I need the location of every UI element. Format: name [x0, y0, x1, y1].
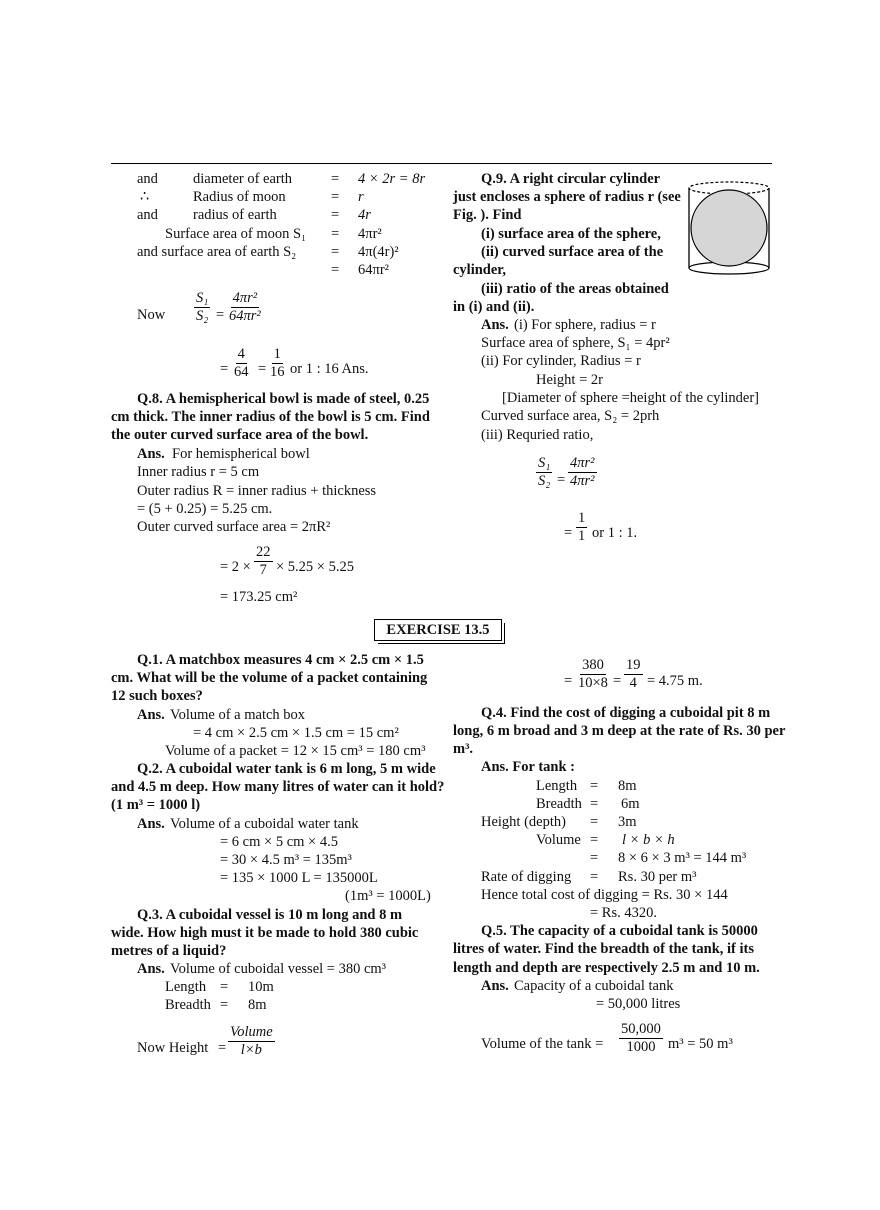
question-text: Q.5. The capacity of a cuboidal tank is 50000	[481, 923, 758, 939]
denominator: 16	[270, 364, 285, 380]
question-text: in (i) and (ii).	[453, 299, 535, 315]
question-text: the outer curved surface area of the bowl.	[111, 427, 369, 443]
denominator: S₂	[196, 308, 209, 324]
text: = Rs. 4320.	[590, 905, 657, 921]
text: [Diameter of sphere =height of the cylinder]	[502, 390, 759, 406]
text: =	[590, 850, 599, 866]
question-text: litres of water. Find the breadth of the tank, if its	[453, 941, 755, 957]
text: and	[137, 171, 158, 187]
question-text: Q.9. A right circular cylinder	[481, 171, 661, 187]
ans-label: Ans.	[137, 816, 165, 832]
text: Radius of moon	[193, 189, 286, 205]
header-rule	[111, 163, 772, 164]
question-text: Fig. ). Find	[453, 207, 522, 223]
question-text: wide. How high must it be made to hold 380 cubic	[111, 925, 419, 941]
numerator: 4	[237, 346, 245, 362]
text: Surface area of moon S₁	[165, 226, 307, 242]
denominator: 4	[629, 675, 637, 691]
text: =	[220, 361, 229, 377]
text: 6m	[621, 796, 640, 812]
question-text: (ii) curved surface area of the	[481, 244, 664, 260]
denominator: 7	[259, 562, 267, 578]
text: =	[590, 814, 599, 830]
text: 4π(4r)²	[358, 244, 399, 260]
question-text: and 4.5 m deep. How many litres of water can it hold?	[111, 779, 445, 795]
question-text: length and depth are respectively 2.5 m and 10 m.	[453, 960, 760, 976]
question-text: Q.4. Find the cost of digging a cuboidal pit 8 m	[481, 705, 771, 721]
question-text: m³.	[453, 741, 474, 757]
text: Breadth	[536, 796, 582, 812]
ans-label: Ans.	[481, 978, 509, 994]
denominator: l×b	[240, 1042, 262, 1058]
text: (1m³ = 1000L)	[345, 888, 431, 904]
numerator: 4πr²	[570, 455, 595, 471]
numerator: 19	[626, 657, 641, 673]
text: Outer radius R = inner radius + thickness	[137, 483, 377, 499]
text: 4πr²	[358, 226, 382, 242]
text: =	[331, 171, 340, 187]
text: =	[557, 472, 566, 488]
text: Rate of digging	[481, 869, 572, 885]
text: =	[331, 244, 340, 260]
text: = (5 + 0.25) = 5.25 cm.	[137, 501, 273, 517]
text: Volume of cuboidal vessel = 380 cm³	[170, 961, 387, 977]
ans-label: Ans. For tank :	[481, 759, 575, 775]
text: = 50,000 litres	[596, 996, 681, 1012]
question-text: metres of a liquid?	[111, 943, 227, 959]
text: Curved surface area, S₂ = 2prh	[481, 408, 660, 424]
question-text: cm. What will be the volume of a packet containing	[111, 670, 428, 686]
text: =	[564, 673, 573, 689]
text: = 135 × 1000 L = 135000L	[220, 870, 378, 886]
denominator: 10×8	[578, 675, 608, 691]
text: or 1 : 1.	[592, 525, 638, 541]
fraction	[228, 1024, 275, 1059]
text: =	[590, 832, 599, 848]
text: Volume of a cuboidal water tank	[170, 816, 359, 832]
question-text: (i) surface area of the sphere,	[481, 226, 661, 242]
numerator: S₁	[538, 455, 551, 471]
text: diameter of earth	[193, 171, 293, 187]
text: Length	[536, 778, 578, 794]
text: Rs. 30 per m³	[618, 869, 697, 885]
numerator: 4πr²	[232, 290, 258, 306]
exercise-heading: EXERCISE 13.5	[374, 619, 502, 641]
text: r	[358, 189, 364, 205]
text: l × b × h	[622, 832, 675, 848]
text: =	[218, 1040, 227, 1056]
text: =	[220, 997, 229, 1013]
text: Now Height	[137, 1040, 209, 1056]
text: =	[216, 307, 225, 323]
question-text: cylinder,	[453, 262, 507, 278]
question-text: (iii) ratio of the areas obtained	[481, 281, 669, 297]
question-text: Q.2. A cuboidal water tank is 6 m long, 5 m wide	[137, 761, 436, 777]
denominator: 4πr²	[570, 473, 595, 489]
text: Now	[137, 307, 166, 323]
text: and surface area of earth S₂	[137, 244, 297, 260]
text: Inner radius r = 5 cm	[137, 464, 260, 480]
text: =	[331, 262, 340, 278]
text: radius of earth	[193, 207, 277, 223]
fraction	[568, 455, 597, 490]
fraction	[268, 346, 287, 381]
fraction	[536, 455, 552, 490]
text: =	[590, 796, 599, 812]
text: × 5.25 × 5.25	[276, 559, 354, 575]
text: 10m	[248, 979, 274, 995]
text: For hemispherical bowl	[172, 446, 310, 462]
text: m³ = 50 m³	[668, 1036, 733, 1052]
text: = 2 ×	[220, 559, 251, 575]
question-text: just encloses a sphere of radius r (see	[453, 189, 681, 205]
numerator: 1	[578, 510, 586, 526]
fraction	[254, 544, 273, 579]
text: = 4.75 m.	[647, 673, 703, 689]
text: Height = 2r	[536, 372, 603, 388]
fraction	[624, 657, 643, 692]
text: =	[331, 189, 340, 205]
text: 64πr²	[358, 262, 389, 278]
text: =	[258, 361, 267, 377]
fraction	[232, 346, 251, 381]
text: Volume of the tank =	[481, 1036, 604, 1052]
denominator: 64πr²	[229, 308, 261, 324]
fraction	[576, 657, 610, 692]
text: Height (depth)	[481, 814, 566, 830]
text: Volume	[536, 832, 581, 848]
ans-label: Ans.	[137, 961, 165, 977]
sphere	[691, 190, 767, 266]
text: Surface area of sphere, S₁ = 4pr²	[481, 335, 670, 351]
text: Hence total cost of digging = Rs. 30 × 144	[481, 887, 728, 903]
fraction	[194, 290, 210, 325]
text: (ii) For cylinder, Radius = r	[481, 353, 641, 369]
text: =	[220, 979, 229, 995]
numerator: 380	[582, 657, 604, 673]
numerator: 50,000	[621, 1021, 661, 1037]
text: 8m	[248, 997, 267, 1013]
numerator: 1	[273, 346, 281, 362]
text: 4 × 2r = 8r	[358, 171, 426, 187]
text: =	[564, 525, 573, 541]
text: or 1 : 16 Ans.	[290, 361, 369, 377]
text: 8m	[618, 778, 637, 794]
ans-label: Ans.	[137, 707, 165, 723]
numerator: 22	[256, 544, 271, 560]
ans-label: Ans.	[481, 317, 509, 333]
text: ∴	[140, 189, 150, 205]
numerator: Volume	[230, 1024, 273, 1040]
question-text: cm thick. The inner radius of the bowl is 5 cm. Find	[111, 409, 430, 425]
text: Volume of a match box	[170, 707, 306, 723]
text: =	[590, 869, 599, 885]
denominator: S₂	[538, 473, 551, 489]
text: (iii) Requried ratio,	[481, 427, 594, 443]
text: =	[613, 673, 622, 689]
text: Outer curved surface area = 2πR²	[137, 519, 331, 535]
text: =	[590, 778, 599, 794]
text: Capacity of a cuboidal tank	[514, 978, 674, 994]
text: 4r	[358, 207, 371, 223]
text: Volume of a packet = 12 × 15 cm³ = 180 cm³	[165, 743, 426, 759]
question-text: (1 m³ = 1000 l)	[111, 797, 201, 813]
text: and	[137, 207, 158, 223]
text: Length	[165, 979, 207, 995]
denominator: 64	[234, 364, 249, 380]
cylinder-sphere-figure	[686, 178, 772, 280]
denominator: 1	[578, 528, 586, 544]
question-text: Q.1. A matchbox measures 4 cm × 2.5 cm × 1.5	[137, 652, 424, 668]
text: = 6 cm × 5 cm × 4.5	[220, 834, 338, 850]
text: = 4 cm × 2.5 cm × 1.5 cm = 15 cm²	[193, 725, 399, 741]
denominator: 1000	[626, 1039, 656, 1055]
fraction	[619, 1021, 663, 1056]
fraction	[576, 510, 587, 545]
question-text: 12 such boxes?	[111, 688, 203, 704]
text: = 30 × 4.5 m³ = 135m³	[220, 852, 352, 868]
question-text: Q.3. A cuboidal vessel is 10 m long and 8 m	[137, 907, 403, 923]
text: =	[331, 207, 340, 223]
ans-label: Ans.	[137, 446, 165, 462]
text: = 173.25 cm²	[220, 589, 298, 605]
numerator: S₁	[196, 290, 209, 306]
text: =	[331, 226, 340, 242]
question-text: Q.8. A hemispherical bowl is made of steel, 0.25	[137, 391, 430, 407]
fraction	[227, 290, 263, 325]
text: 8 × 6 × 3 m³ = 144 m³	[618, 850, 747, 866]
text: Breadth	[165, 997, 211, 1013]
text: (i) For sphere, radius = r	[514, 317, 656, 333]
text: 3m	[618, 814, 637, 830]
question-text: long, 6 m broad and 3 m deep at the rate of Rs. 30 per	[453, 723, 786, 739]
